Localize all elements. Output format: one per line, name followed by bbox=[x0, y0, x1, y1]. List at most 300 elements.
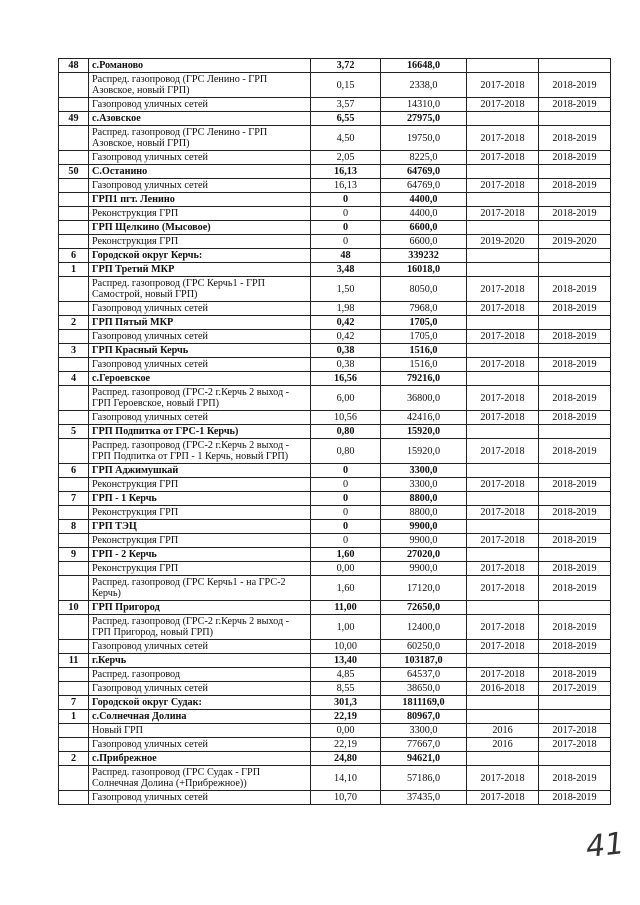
length-cell: 1,60 bbox=[311, 548, 381, 562]
row-number-cell bbox=[59, 738, 89, 752]
construction-period-cell bbox=[539, 752, 611, 766]
design-period-cell bbox=[467, 520, 539, 534]
row-number-cell bbox=[59, 766, 89, 791]
table-row bbox=[59, 179, 611, 193]
design-period-cell: 2017-2018 bbox=[467, 302, 539, 316]
object-name-cell: Реконструкция ГРП bbox=[89, 478, 311, 492]
length-cell: 0,00 bbox=[311, 562, 381, 576]
cost-cell: 1516,0 bbox=[381, 358, 467, 372]
design-period-cell bbox=[467, 492, 539, 506]
object-name-cell: Газопровод уличных сетей bbox=[89, 179, 311, 193]
length-cell: 0,00 bbox=[311, 724, 381, 738]
length-cell: 11,00 bbox=[311, 601, 381, 615]
design-period-cell: 2016 bbox=[467, 724, 539, 738]
construction-period-cell: 2018-2019 bbox=[539, 766, 611, 791]
table-row bbox=[59, 492, 611, 506]
construction-period-cell bbox=[539, 696, 611, 710]
object-name-cell: Распред. газопровод bbox=[89, 668, 311, 682]
design-period-cell bbox=[467, 696, 539, 710]
cost-cell: 9900,0 bbox=[381, 520, 467, 534]
table-row bbox=[59, 249, 611, 263]
object-name-cell: Городской округ Судак: bbox=[89, 696, 311, 710]
cost-cell: 16648,0 bbox=[381, 59, 467, 73]
construction-period-cell: 2018-2019 bbox=[539, 98, 611, 112]
cost-cell: 79216,0 bbox=[381, 372, 467, 386]
row-number-cell: 10 bbox=[59, 601, 89, 615]
design-period-cell bbox=[467, 601, 539, 615]
object-name-cell: с.Солнечная Долина bbox=[89, 710, 311, 724]
construction-period-cell: 2018-2019 bbox=[539, 358, 611, 372]
design-period-cell bbox=[467, 221, 539, 235]
table-row bbox=[59, 752, 611, 766]
table-row bbox=[59, 316, 611, 330]
cost-cell: 12400,0 bbox=[381, 615, 467, 640]
design-period-cell: 2017-2018 bbox=[467, 668, 539, 682]
design-period-cell: 2019-2020 bbox=[467, 235, 539, 249]
cost-cell: 1705,0 bbox=[381, 316, 467, 330]
table-row bbox=[59, 520, 611, 534]
table-row bbox=[59, 151, 611, 165]
cost-cell: 3300,0 bbox=[381, 464, 467, 478]
row-number-cell: 48 bbox=[59, 59, 89, 73]
construction-period-cell bbox=[539, 112, 611, 126]
object-name-cell: ГРП1 пгт. Ленино bbox=[89, 193, 311, 207]
construction-period-cell: 2018-2019 bbox=[539, 534, 611, 548]
length-cell: 22,19 bbox=[311, 738, 381, 752]
cost-cell: 8050,0 bbox=[381, 277, 467, 302]
construction-period-cell: 2018-2019 bbox=[539, 791, 611, 805]
construction-period-cell: 2018-2019 bbox=[539, 668, 611, 682]
cost-cell: 1811169,0 bbox=[381, 696, 467, 710]
design-period-cell bbox=[467, 263, 539, 277]
table-row bbox=[59, 668, 611, 682]
design-period-cell: 2017-2018 bbox=[467, 73, 539, 98]
length-cell: 14,10 bbox=[311, 766, 381, 791]
table-row bbox=[59, 344, 611, 358]
row-number-cell bbox=[59, 439, 89, 464]
cost-cell: 27975,0 bbox=[381, 112, 467, 126]
cost-cell: 4400,0 bbox=[381, 193, 467, 207]
length-cell: 0 bbox=[311, 478, 381, 492]
construction-period-cell bbox=[539, 316, 611, 330]
row-number-cell bbox=[59, 277, 89, 302]
table-row bbox=[59, 98, 611, 112]
design-period-cell: 2017-2018 bbox=[467, 640, 539, 654]
construction-period-cell: 2018-2019 bbox=[539, 506, 611, 520]
cost-cell: 64769,0 bbox=[381, 179, 467, 193]
object-name-cell: Распред. газопровод (ГРС-2 г.Керчь 2 выход - ГРП Подпитка от ГРП - 1 Керчь, новый ГРП) bbox=[89, 439, 311, 464]
design-period-cell: 2017-2018 bbox=[467, 439, 539, 464]
design-period-cell bbox=[467, 654, 539, 668]
construction-period-cell: 2018-2019 bbox=[539, 615, 611, 640]
row-number-cell bbox=[59, 302, 89, 316]
object-name-cell: Газопровод уличных сетей bbox=[89, 738, 311, 752]
cost-cell: 27020,0 bbox=[381, 548, 467, 562]
object-name-cell: Реконструкция ГРП bbox=[89, 534, 311, 548]
table-row bbox=[59, 263, 611, 277]
design-period-cell bbox=[467, 752, 539, 766]
length-cell: 16,56 bbox=[311, 372, 381, 386]
table-row bbox=[59, 696, 611, 710]
object-name-cell: ГРП Щелкино (Мысовое) bbox=[89, 221, 311, 235]
construction-period-cell bbox=[539, 221, 611, 235]
construction-period-cell: 2018-2019 bbox=[539, 179, 611, 193]
length-cell: 0 bbox=[311, 464, 381, 478]
object-name-cell: Городской округ Керчь: bbox=[89, 249, 311, 263]
row-number-cell bbox=[59, 615, 89, 640]
construction-period-cell bbox=[539, 249, 611, 263]
construction-period-cell: 2019-2020 bbox=[539, 235, 611, 249]
construction-period-cell: 2018-2019 bbox=[539, 126, 611, 151]
design-period-cell: 2017-2018 bbox=[467, 506, 539, 520]
table-row bbox=[59, 766, 611, 791]
row-number-cell: 8 bbox=[59, 520, 89, 534]
construction-period-cell: 2018-2019 bbox=[539, 439, 611, 464]
table-row bbox=[59, 601, 611, 615]
table-row bbox=[59, 791, 611, 805]
construction-period-cell: 2017-2018 bbox=[539, 724, 611, 738]
length-cell: 1,50 bbox=[311, 277, 381, 302]
row-number-cell bbox=[59, 478, 89, 492]
length-cell: 13,40 bbox=[311, 654, 381, 668]
row-number-cell bbox=[59, 682, 89, 696]
table-row bbox=[59, 576, 611, 601]
row-number-cell: 6 bbox=[59, 464, 89, 478]
construction-period-cell: 2018-2019 bbox=[539, 207, 611, 221]
length-cell: 48 bbox=[311, 249, 381, 263]
object-name-cell: Распред. газопровод (ГРС Ленино - ГРП Азовское, новый ГРП) bbox=[89, 126, 311, 151]
length-cell: 301,3 bbox=[311, 696, 381, 710]
table-row bbox=[59, 411, 611, 425]
row-number-cell bbox=[59, 668, 89, 682]
length-cell: 8,55 bbox=[311, 682, 381, 696]
row-number-cell: 9 bbox=[59, 548, 89, 562]
object-name-cell: Газопровод уличных сетей bbox=[89, 330, 311, 344]
cost-cell: 4400,0 bbox=[381, 207, 467, 221]
row-number-cell: 2 bbox=[59, 316, 89, 330]
table-row bbox=[59, 126, 611, 151]
table-row bbox=[59, 425, 611, 439]
design-period-cell bbox=[467, 372, 539, 386]
cost-cell: 8800,0 bbox=[381, 492, 467, 506]
cost-cell: 339232 bbox=[381, 249, 467, 263]
length-cell: 0,42 bbox=[311, 316, 381, 330]
row-number-cell bbox=[59, 98, 89, 112]
length-cell: 4,50 bbox=[311, 126, 381, 151]
table-row bbox=[59, 165, 611, 179]
object-name-cell: Газопровод уличных сетей bbox=[89, 151, 311, 165]
table-row bbox=[59, 235, 611, 249]
row-number-cell bbox=[59, 562, 89, 576]
object-name-cell: Распред. газопровод (ГРС Керчь1 - на ГРС-2 Керчь) bbox=[89, 576, 311, 601]
design-period-cell bbox=[467, 249, 539, 263]
length-cell: 4,85 bbox=[311, 668, 381, 682]
construction-period-cell bbox=[539, 548, 611, 562]
row-number-cell: 6 bbox=[59, 249, 89, 263]
row-number-cell: 3 bbox=[59, 344, 89, 358]
row-number-cell bbox=[59, 358, 89, 372]
object-name-cell: с.Азовское bbox=[89, 112, 311, 126]
row-number-cell bbox=[59, 724, 89, 738]
row-number-cell: 1 bbox=[59, 263, 89, 277]
row-number-cell bbox=[59, 386, 89, 411]
cost-cell: 8800,0 bbox=[381, 506, 467, 520]
table-row bbox=[59, 112, 611, 126]
design-period-cell: 2017-2018 bbox=[467, 126, 539, 151]
object-name-cell: С.Останино bbox=[89, 165, 311, 179]
row-number-cell: 50 bbox=[59, 165, 89, 179]
length-cell: 3,72 bbox=[311, 59, 381, 73]
row-number-cell bbox=[59, 151, 89, 165]
design-period-cell: 2017-2018 bbox=[467, 766, 539, 791]
object-name-cell: Газопровод уличных сетей bbox=[89, 98, 311, 112]
table-row bbox=[59, 562, 611, 576]
length-cell: 0 bbox=[311, 207, 381, 221]
cost-cell: 1516,0 bbox=[381, 344, 467, 358]
object-name-cell: Газопровод уличных сетей bbox=[89, 682, 311, 696]
object-name-cell: г.Керчь bbox=[89, 654, 311, 668]
construction-period-cell bbox=[539, 601, 611, 615]
construction-period-cell bbox=[539, 464, 611, 478]
construction-period-cell bbox=[539, 492, 611, 506]
row-number-cell bbox=[59, 640, 89, 654]
design-period-cell: 2017-2018 bbox=[467, 562, 539, 576]
length-cell: 3,57 bbox=[311, 98, 381, 112]
construction-period-cell: 2018-2019 bbox=[539, 330, 611, 344]
row-number-cell bbox=[59, 791, 89, 805]
length-cell: 6,55 bbox=[311, 112, 381, 126]
cost-cell: 80967,0 bbox=[381, 710, 467, 724]
length-cell: 0 bbox=[311, 235, 381, 249]
design-period-cell bbox=[467, 316, 539, 330]
design-period-cell: 2017-2018 bbox=[467, 615, 539, 640]
construction-period-cell bbox=[539, 193, 611, 207]
row-number-cell bbox=[59, 221, 89, 235]
design-period-cell bbox=[467, 710, 539, 724]
construction-period-cell: 2018-2019 bbox=[539, 576, 611, 601]
table-row bbox=[59, 358, 611, 372]
construction-period-cell bbox=[539, 165, 611, 179]
table-row bbox=[59, 478, 611, 492]
cost-cell: 37435,0 bbox=[381, 791, 467, 805]
object-name-cell: Реконструкция ГРП bbox=[89, 562, 311, 576]
table-row bbox=[59, 506, 611, 520]
design-period-cell bbox=[467, 425, 539, 439]
cost-cell: 57186,0 bbox=[381, 766, 467, 791]
table-row bbox=[59, 330, 611, 344]
table-row bbox=[59, 464, 611, 478]
object-name-cell: ГРП Подпитка от ГРС-1 Керчь) bbox=[89, 425, 311, 439]
row-number-cell bbox=[59, 330, 89, 344]
row-number-cell bbox=[59, 73, 89, 98]
table-row bbox=[59, 277, 611, 302]
object-name-cell: Реконструкция ГРП bbox=[89, 506, 311, 520]
construction-period-cell: 2018-2019 bbox=[539, 478, 611, 492]
object-name-cell: Газопровод уличных сетей bbox=[89, 358, 311, 372]
cost-cell: 72650,0 bbox=[381, 601, 467, 615]
cost-cell: 14310,0 bbox=[381, 98, 467, 112]
object-name-cell: Реконструкция ГРП bbox=[89, 235, 311, 249]
table-row bbox=[59, 615, 611, 640]
length-cell: 0,80 bbox=[311, 439, 381, 464]
cost-cell: 17120,0 bbox=[381, 576, 467, 601]
construction-period-cell: 2017-2018 bbox=[539, 738, 611, 752]
object-name-cell: ГРП Аджимушкай bbox=[89, 464, 311, 478]
construction-period-cell: 2018-2019 bbox=[539, 73, 611, 98]
object-name-cell: Реконструкция ГРП bbox=[89, 207, 311, 221]
table-row bbox=[59, 372, 611, 386]
length-cell: 0,38 bbox=[311, 358, 381, 372]
row-number-cell: 7 bbox=[59, 492, 89, 506]
design-period-cell bbox=[467, 193, 539, 207]
design-period-cell: 2017-2018 bbox=[467, 277, 539, 302]
table-row bbox=[59, 654, 611, 668]
table-row bbox=[59, 534, 611, 548]
table-row bbox=[59, 682, 611, 696]
cost-cell: 94621,0 bbox=[381, 752, 467, 766]
length-cell: 10,70 bbox=[311, 791, 381, 805]
cost-cell: 64537,0 bbox=[381, 668, 467, 682]
design-period-cell: 2017-2018 bbox=[467, 478, 539, 492]
row-number-cell bbox=[59, 126, 89, 151]
length-cell: 10,00 bbox=[311, 640, 381, 654]
length-cell: 1,98 bbox=[311, 302, 381, 316]
construction-period-cell: 2018-2019 bbox=[539, 562, 611, 576]
object-name-cell: Газопровод уличных сетей bbox=[89, 302, 311, 316]
cost-cell: 60250,0 bbox=[381, 640, 467, 654]
design-period-cell: 2017-2018 bbox=[467, 358, 539, 372]
construction-period-cell bbox=[539, 59, 611, 73]
construction-period-cell bbox=[539, 710, 611, 724]
cost-cell: 36800,0 bbox=[381, 386, 467, 411]
object-name-cell: ГРП Третий МКР bbox=[89, 263, 311, 277]
table-row bbox=[59, 302, 611, 316]
cost-cell: 15920,0 bbox=[381, 425, 467, 439]
construction-period-cell: 2018-2019 bbox=[539, 386, 611, 411]
cost-cell: 9900,0 bbox=[381, 562, 467, 576]
row-number-cell bbox=[59, 207, 89, 221]
cost-cell: 7968,0 bbox=[381, 302, 467, 316]
design-period-cell bbox=[467, 548, 539, 562]
row-number-cell bbox=[59, 506, 89, 520]
length-cell: 6,00 bbox=[311, 386, 381, 411]
row-number-cell bbox=[59, 534, 89, 548]
construction-period-cell bbox=[539, 520, 611, 534]
length-cell: 10,56 bbox=[311, 411, 381, 425]
length-cell: 0 bbox=[311, 221, 381, 235]
object-name-cell: Распред. газопровод (ГРС Судак - ГРП Солнечная Долина (+Прибрежное)) bbox=[89, 766, 311, 791]
cost-cell: 38650,0 bbox=[381, 682, 467, 696]
length-cell: 0,42 bbox=[311, 330, 381, 344]
cost-cell: 42416,0 bbox=[381, 411, 467, 425]
table-row bbox=[59, 221, 611, 235]
construction-period-cell bbox=[539, 425, 611, 439]
length-cell: 16,13 bbox=[311, 179, 381, 193]
cost-cell: 19750,0 bbox=[381, 126, 467, 151]
design-period-cell bbox=[467, 165, 539, 179]
length-cell: 1,00 bbox=[311, 615, 381, 640]
design-period-cell bbox=[467, 59, 539, 73]
construction-period-cell bbox=[539, 654, 611, 668]
row-number-cell: 1 bbox=[59, 710, 89, 724]
object-name-cell: Распред. газопровод (ГРС-2 г.Керчь 2 выход - ГРП Пригород, новый ГРП) bbox=[89, 615, 311, 640]
object-name-cell: ГРП ТЭЦ bbox=[89, 520, 311, 534]
design-period-cell: 2017-2018 bbox=[467, 151, 539, 165]
design-period-cell: 2017-2018 bbox=[467, 411, 539, 425]
table-row bbox=[59, 73, 611, 98]
construction-period-cell bbox=[539, 263, 611, 277]
length-cell: 0 bbox=[311, 534, 381, 548]
length-cell: 0 bbox=[311, 193, 381, 207]
construction-period-cell bbox=[539, 372, 611, 386]
table-row bbox=[59, 193, 611, 207]
page-number: 41 bbox=[584, 826, 626, 865]
length-cell: 0,38 bbox=[311, 344, 381, 358]
table-row bbox=[59, 710, 611, 724]
design-period-cell bbox=[467, 112, 539, 126]
object-name-cell: ГРП Пятый МКР bbox=[89, 316, 311, 330]
length-cell: 0 bbox=[311, 506, 381, 520]
gasification-table bbox=[58, 58, 611, 805]
construction-period-cell: 2017-2019 bbox=[539, 682, 611, 696]
row-number-cell: 4 bbox=[59, 372, 89, 386]
table-row bbox=[59, 59, 611, 73]
cost-cell: 6600,0 bbox=[381, 221, 467, 235]
design-period-cell bbox=[467, 344, 539, 358]
row-number-cell bbox=[59, 179, 89, 193]
length-cell: 0 bbox=[311, 492, 381, 506]
construction-period-cell: 2018-2019 bbox=[539, 302, 611, 316]
cost-cell: 1705,0 bbox=[381, 330, 467, 344]
length-cell: 3,48 bbox=[311, 263, 381, 277]
cost-cell: 6600,0 bbox=[381, 235, 467, 249]
length-cell: 0,80 bbox=[311, 425, 381, 439]
row-number-cell bbox=[59, 411, 89, 425]
table-row bbox=[59, 548, 611, 562]
table-row bbox=[59, 207, 611, 221]
construction-period-cell: 2018-2019 bbox=[539, 411, 611, 425]
row-number-cell bbox=[59, 235, 89, 249]
cost-cell: 16018,0 bbox=[381, 263, 467, 277]
cost-cell: 64769,0 bbox=[381, 165, 467, 179]
row-number-cell: 11 bbox=[59, 654, 89, 668]
length-cell: 24,80 bbox=[311, 752, 381, 766]
object-name-cell: Распред. газопровод (ГРС-2 г.Керчь 2 выход - ГРП Героевское, новый ГРП) bbox=[89, 386, 311, 411]
length-cell: 22,19 bbox=[311, 710, 381, 724]
length-cell: 0 bbox=[311, 520, 381, 534]
object-name-cell: с.Прибрежное bbox=[89, 752, 311, 766]
construction-period-cell: 2018-2019 bbox=[539, 277, 611, 302]
design-period-cell: 2017-2018 bbox=[467, 534, 539, 548]
cost-cell: 9900,0 bbox=[381, 534, 467, 548]
length-cell: 16,13 bbox=[311, 165, 381, 179]
object-name-cell: Газопровод уличных сетей bbox=[89, 791, 311, 805]
design-period-cell: 2017-2018 bbox=[467, 386, 539, 411]
cost-cell: 2338,0 bbox=[381, 73, 467, 98]
object-name-cell: ГРП - 2 Керчь bbox=[89, 548, 311, 562]
row-number-cell: 7 bbox=[59, 696, 89, 710]
table-row bbox=[59, 724, 611, 738]
object-name-cell: ГРП Красный Керчь bbox=[89, 344, 311, 358]
length-cell: 0,15 bbox=[311, 73, 381, 98]
object-name-cell: Газопровод уличных сетей bbox=[89, 640, 311, 654]
object-name-cell: с.Романово bbox=[89, 59, 311, 73]
object-name-cell: Распред. газопровод (ГРС Керчь1 - ГРП Самострой, новый ГРП) bbox=[89, 277, 311, 302]
cost-cell: 15920,0 bbox=[381, 439, 467, 464]
construction-period-cell: 2018-2019 bbox=[539, 151, 611, 165]
row-number-cell: 2 bbox=[59, 752, 89, 766]
object-name-cell: с.Героевское bbox=[89, 372, 311, 386]
